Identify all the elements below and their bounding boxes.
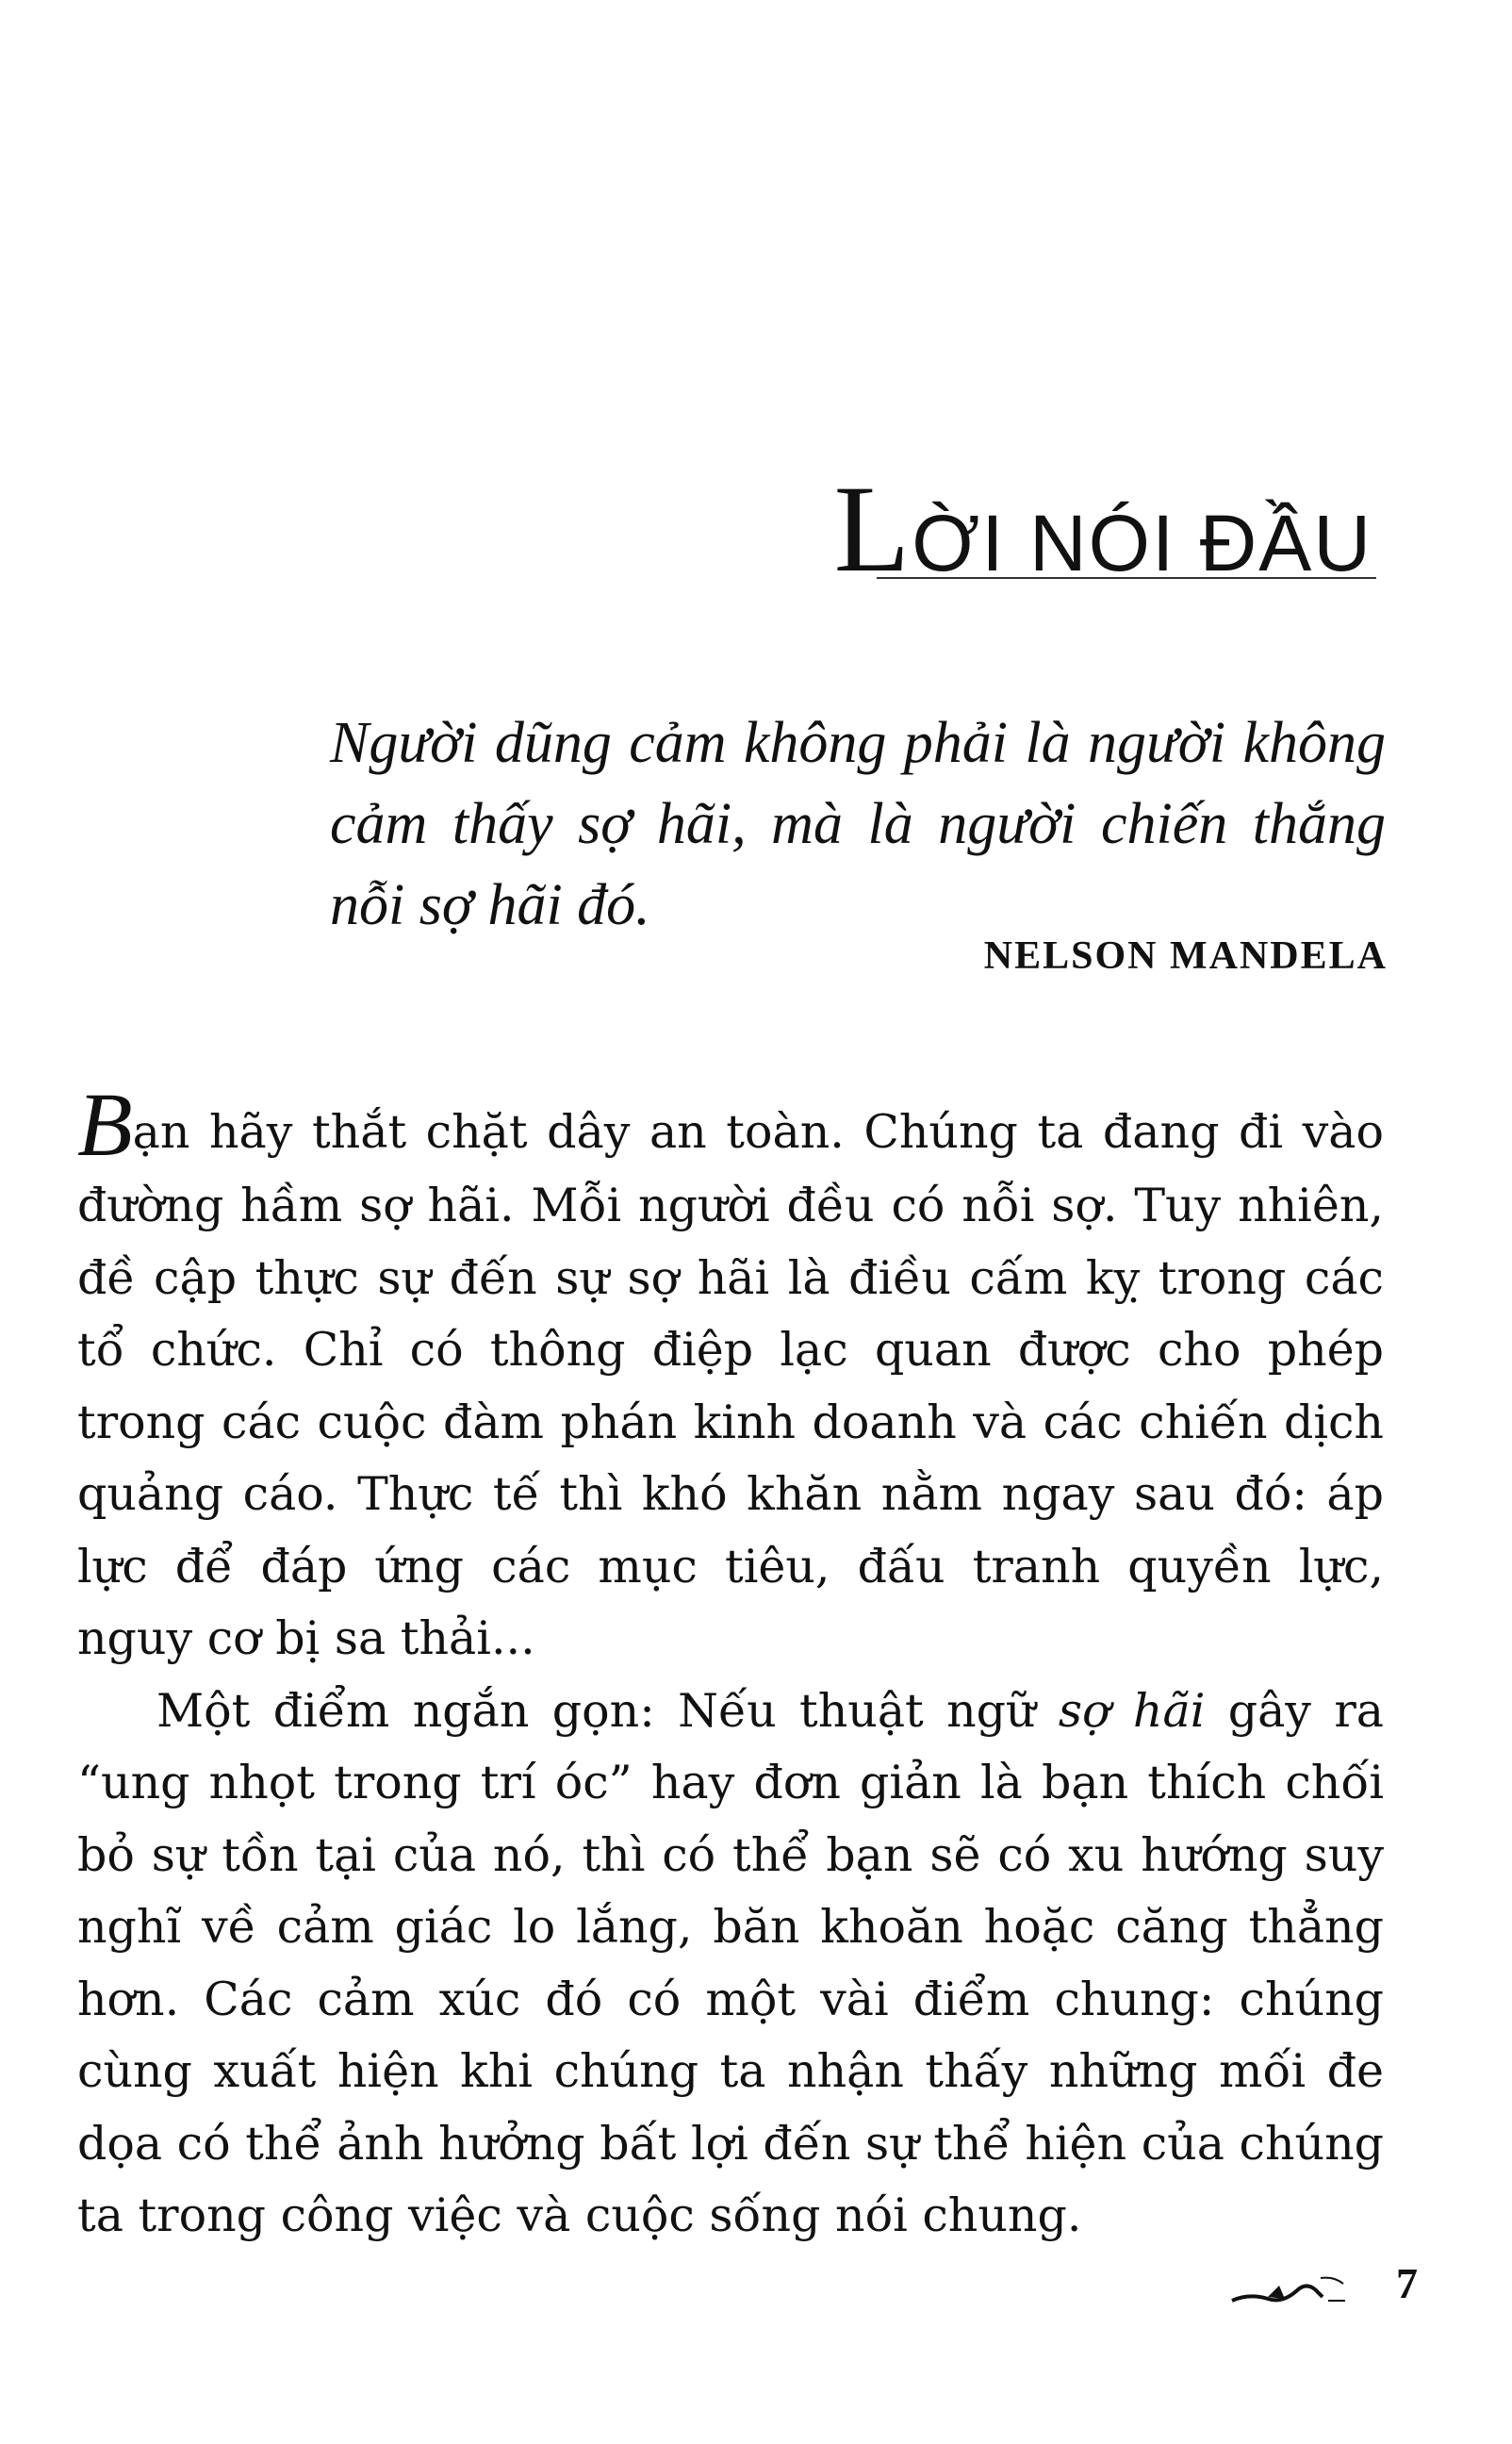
chapter-title — [833, 459, 1372, 598]
page-number: 7 — [1396, 2259, 1418, 2307]
drop-cap: B — [77, 1074, 133, 1175]
paragraph-text: Một điểm ngắn gọn: Nếu thuật ngữ — [156, 1683, 1059, 1738]
paragraph-text: gây ra “ung nhọt trong trí óc” hay đơn giản là bạn thích chối bỏ sự tồn tại của nó, thì có thể bạn sẽ có xu hướng suy nghĩ về cảm giác lo lắng, băn khoăn hoặc căng thẳng hơn. Các cảm xúc đó có một vài điểm chung: chúng cùng xuất hiện khi chúng ta nhận thấy những mối đe dọa có thể ảnh hưởng bất lợi đến sự thể hiện của chúng ta trong công việc và cuộc sống nói chung. — [77, 1683, 1384, 2242]
body-text — [77, 1074, 1384, 2253]
paragraph — [77, 1676, 1384, 2253]
paragraph — [77, 1074, 1384, 1676]
title-underline — [877, 577, 1376, 579]
paragraph-text: ạn hãy thắt chặt dây an toàn. Chúng ta đang đi vào đường hầm sợ hãi. Mỗi người đều có nỗi sợ. Tuy nhiên, đề cập thực sự đến sự sợ hãi là điều cấm kỵ trong các tổ chức. Chỉ có thông điệp lạc quan được cho phép trong các cuộc đàm phán kinh doanh và các chiến dịch quảng cáo. Thực tế thì khó khăn nằm ngay sau đó: áp lực để đáp ứng các mục tiêu, đấu tranh quyền lực, nguy cơ bị sa thải... — [77, 1105, 1384, 1665]
epigraph-author: NELSON MANDELA — [983, 934, 1388, 978]
title-rest: ỜI NÓI ĐẦU — [912, 499, 1372, 587]
emphasis-text: sợ hãi — [1058, 1683, 1206, 1738]
ornament-icon — [1230, 2272, 1348, 2310]
epigraph-quote: Người dũng cảm không phải là người không cảm thấy sợ hãi, mà là người chiến thắng nỗi sợ hãi đó. — [330, 711, 1386, 937]
title-first-letter: L — [833, 459, 912, 598]
